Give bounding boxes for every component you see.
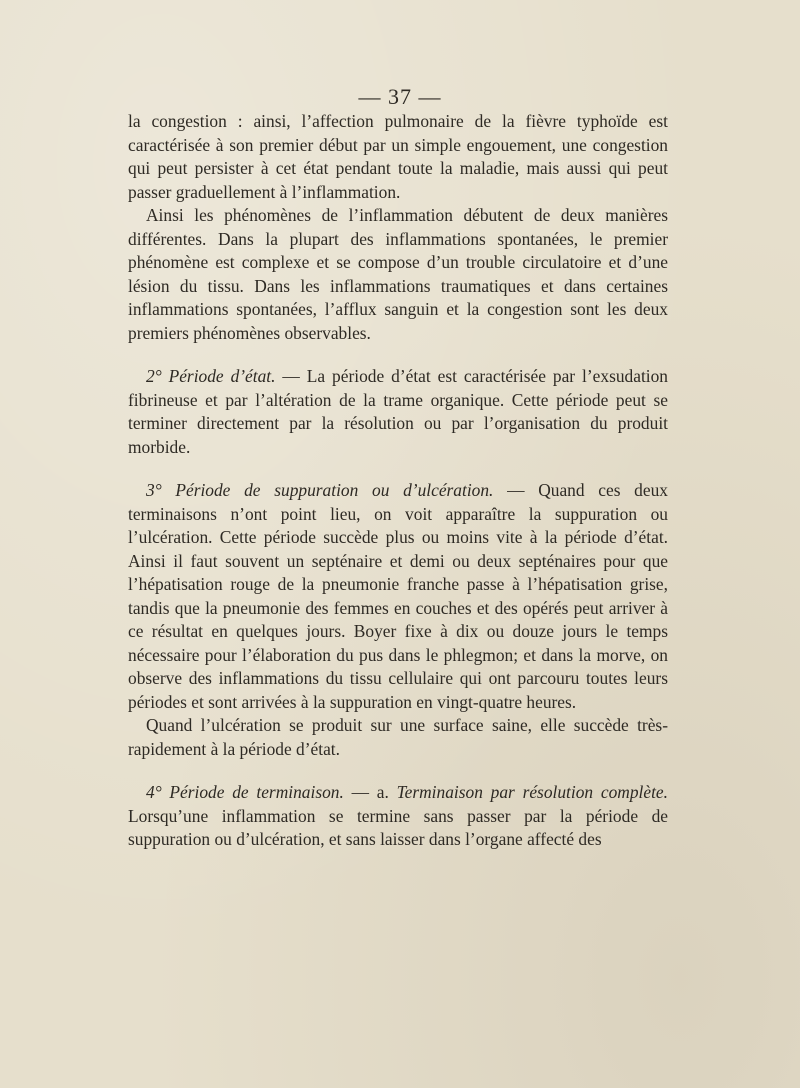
periode-suppuration-text: — Quand ces deux terminaisons n’ont point lieu, on voit apparaître la suppuration ou l’ulcération. Cette période succède plus ou moins vite à la période d’état. Ainsi il faut souvent un septénaire et demi ou deux septénaires pour que l’hépatisation rouge de la pneumonie franche passe à l’hépatisation grise, tandis que la pneumonie des femmes en couches et des opérés peut arriver à ce résultat en quelques jours. Boyer fixe à dix ou douze jours le temps nécessaire pour l’élaboration du pus dans le phlegmon; et dans la morve, on observe des inflammations du tissu cellulaire qui ont parcouru toutes leurs périodes et sont arrivées à la suppuration en vingt-quatre heures.: [128, 480, 668, 712]
paragraph-periode-suppuration: [128, 479, 668, 714]
paragraph-congestion: la congestion : ainsi, l’affection pulmonaire de la fièvre typhoïde est caractérisée à son premier début par un simple engouement, une congestion qui peut persister à cet état pendant toute la maladie, mais aussi qui peut passer graduellement à l’inflammation.: [128, 111, 668, 202]
page-number: — 37 —: [358, 84, 442, 109]
body-text: [128, 110, 668, 852]
heading-periode-suppuration: 3° Période de suppuration ou d’ulcération.: [146, 480, 494, 500]
paragraph-ulceration: Quand l’ulcération se produit sur une surface saine, elle succède très-rapidement à la période d’état.: [128, 715, 668, 759]
heading-periode-etat: 2° Période d’état.: [146, 366, 276, 386]
subheading-resolution: Terminaison par résolution complète.: [396, 782, 668, 802]
terminaison-text: Lorsqu’une inflammation se termine sans passer par la période de suppuration ou d’ulcération, et sans laisser dans l’organe affecté des: [128, 805, 668, 849]
paragraph-periode-etat: [128, 365, 668, 459]
paragraph-inflammation-onset: Ainsi les phénomènes de l’inflammation débutent de deux manières différentes. Dans la plupart des inflammations spontanées, le premier phénomène est complexe et se compose d’un trouble circulatoire et d’une lésion du tissu. Dans les inflammations traumatiques et dans certaines inflammations spontanées, l’afflux sanguin et la congestion sont les deux premiers phénomènes observables.: [128, 205, 668, 343]
heading-periode-terminaison: 4° Période de terminaison.: [146, 782, 344, 802]
paragraph-periode-terminaison: [128, 781, 668, 852]
periode-etat-text: — La période d’état est caractérisée par l’exsudation fibrineuse et par l’altération de la trame organique. Cette période peut se terminer directement par la résolution ou par l’organisation du produit morbide.: [128, 366, 668, 457]
terminaison-dash: — a.: [343, 782, 397, 802]
